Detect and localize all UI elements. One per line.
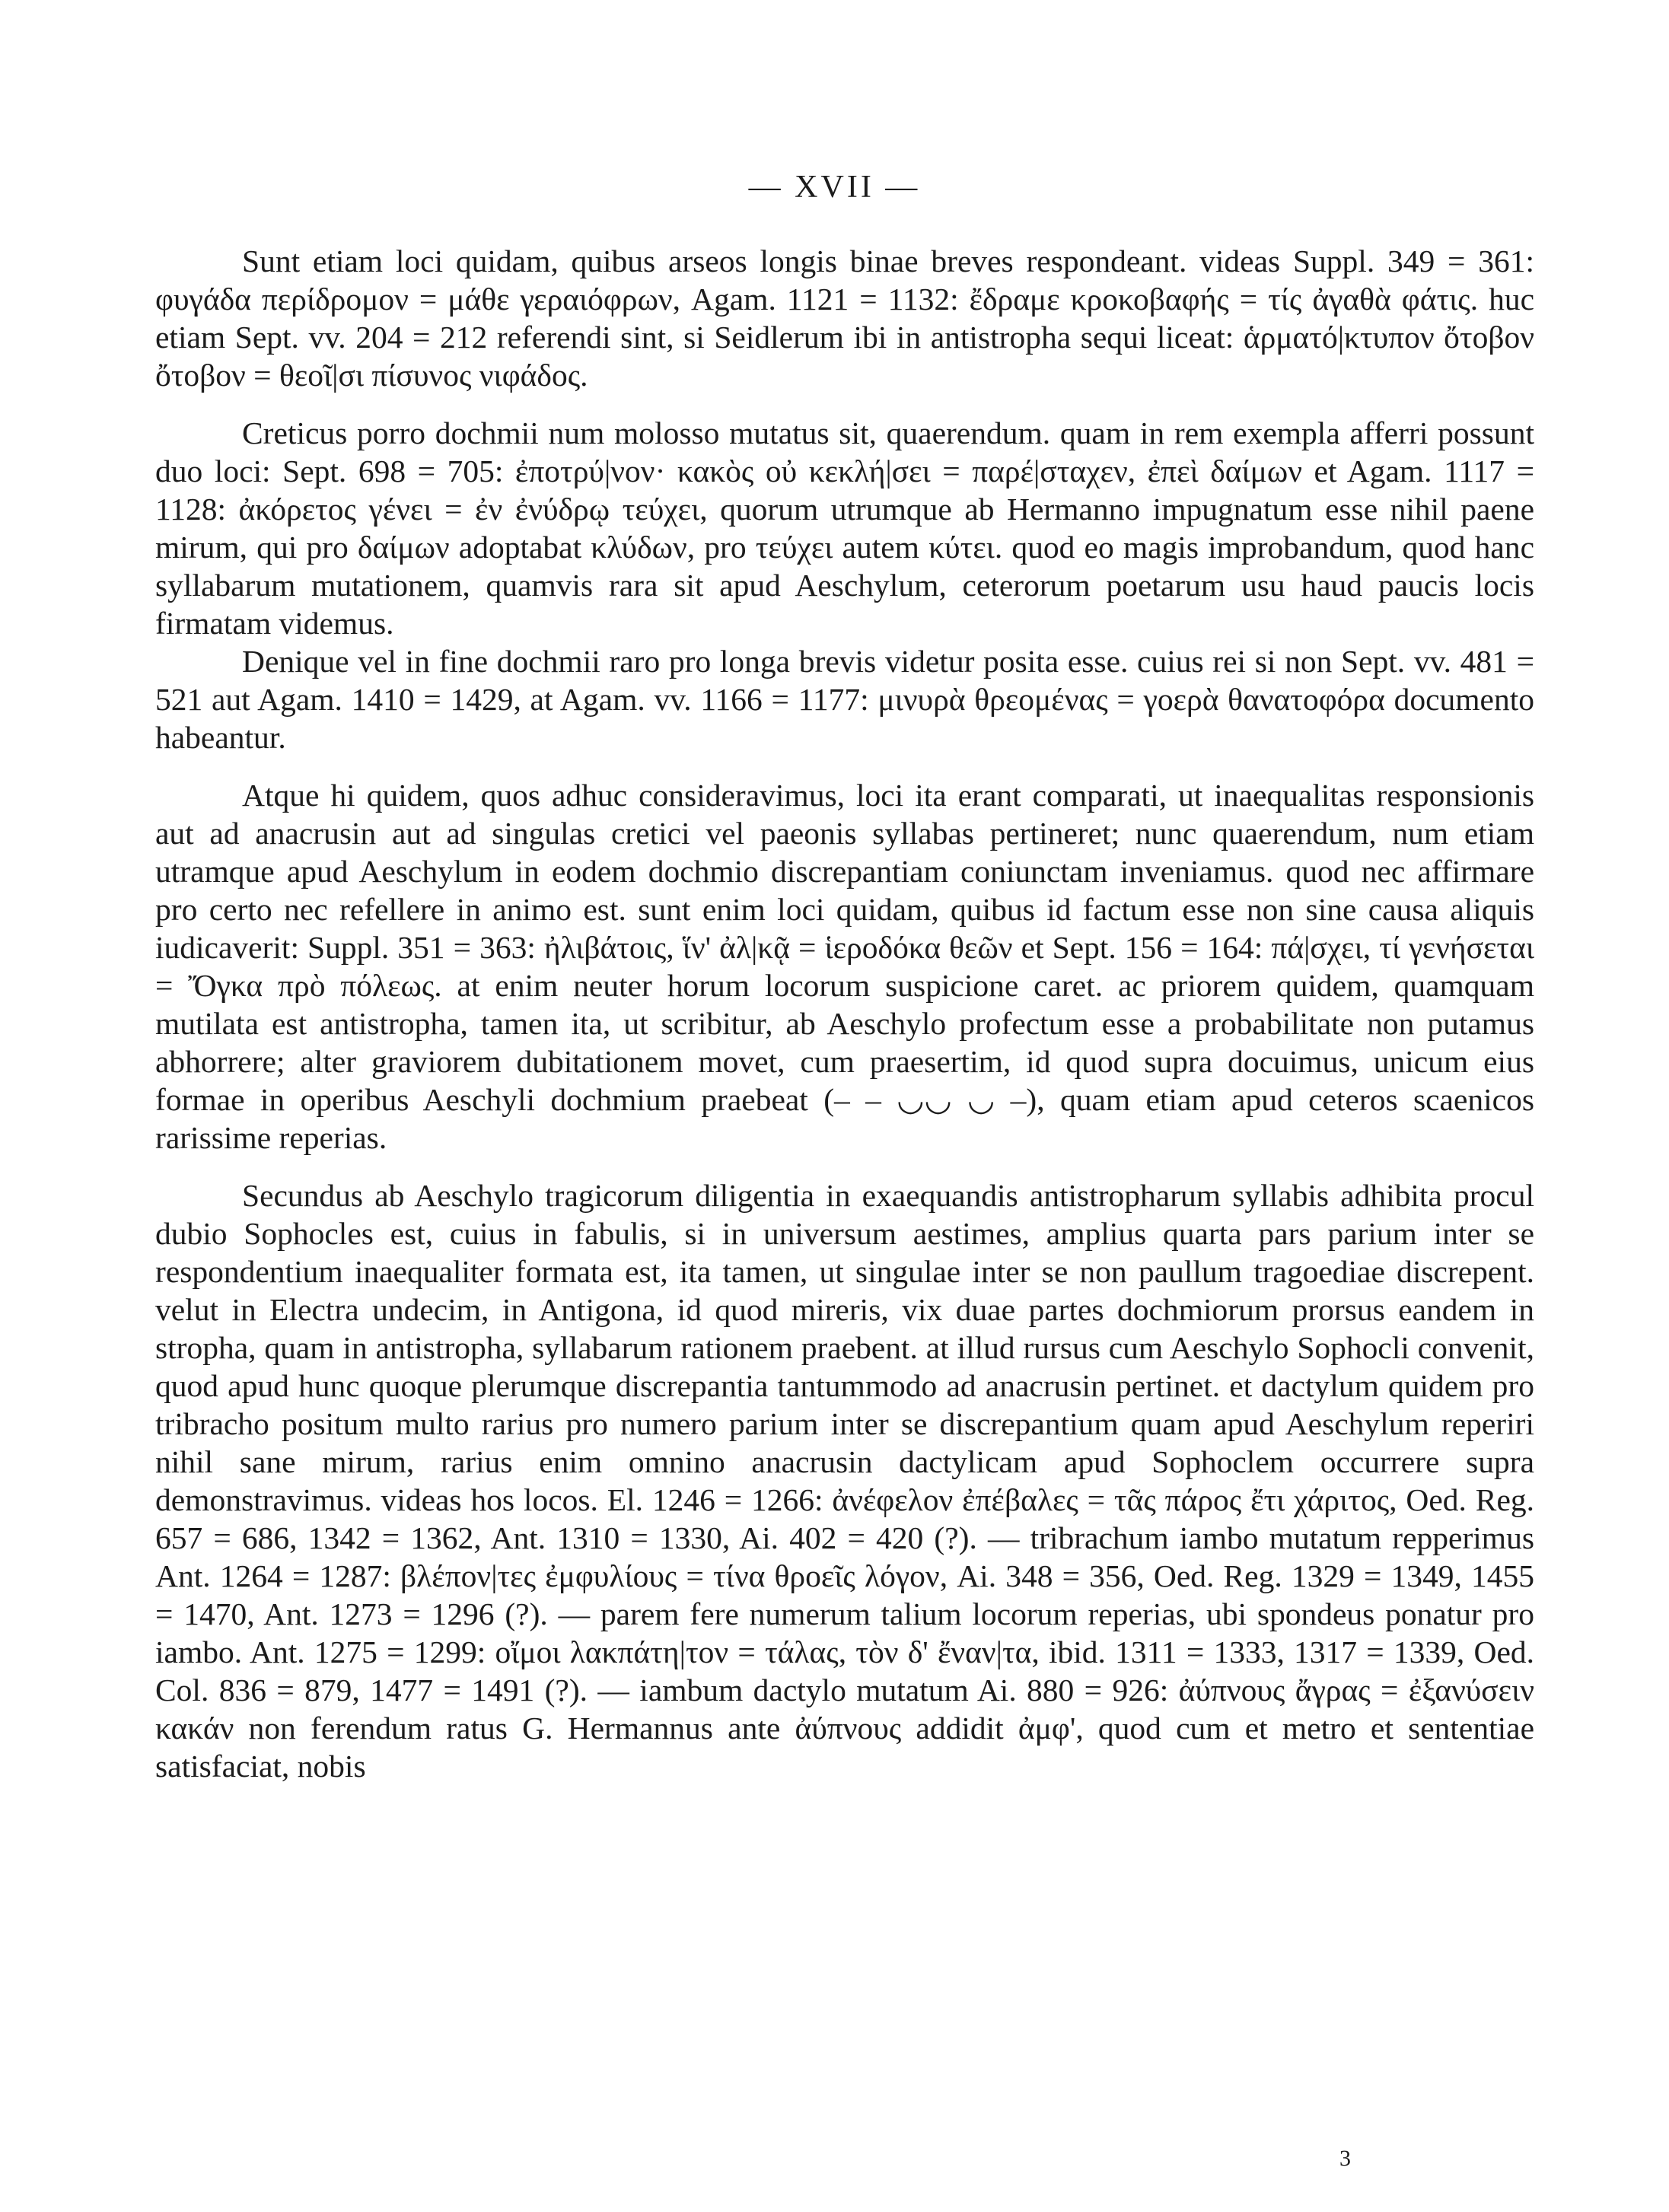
paragraph-2: Creticus porro dochmii num molosso mutatus sit, quaerendum. quam in rem exempla afferri possunt duo loci: Sept. 698 = 705: ἐποτρύ|νον· κακὸς οὐ κεκλή|σει = παρέ|σταχεν, ἐπεὶ δαίμων et Agam. 1117 = 1128: ἀκόρετος γένει = ἐν ἐνύδρῳ τεύχει, quorum utrumque ab Hermanno impugnatum esse nihil paene mirum, qui pro δαίμων adoptabat κλύδων, pro τεύχει autem κύτει. quod eo magis improbandum, quod hanc syllabarum mutationem, quamvis rara sit apud Aeschylum, ceterorum poetarum usu haud paucis locis firmatam videmus. — [155, 415, 1534, 641]
page-header: — XVII — — [748, 170, 921, 205]
body-text — [155, 242, 1534, 1785]
paragraph-3: Denique vel in fine dochmii raro pro longa brevis videtur posita esse. cuius rei si non Sept. vv. 481 = 521 aut Agam. 1410 = 1429, at Agam. vv. 1166 = 1177: μινυρὰ θρεομένας = γοερὰ θανατοφόρα documento habeantur. — [155, 644, 1534, 755]
signature-mark: 3 — [1339, 2146, 1351, 2171]
paragraph-1: Sunt etiam loci quidam, quibus arseos longis binae breves respondeant. videas Suppl. 349 = 361: φυγάδα περίδρομον = μάθε γεραιόφρων, Agam. 1121 = 1132: ἔδραμε κροκοβαφής = τίς ἀγαθὰ φάτις. huc etiam Sept. vv. 204 = 212 referendi sint, si Seidlerum ibi in antistropha sequi liceat: ἁρματό|κτυπον ὄτοβον ὄτοβον = θεοῖ|σι πίσυνος νιφάδος. — [155, 243, 1534, 393]
paragraph-5: Secundus ab Aeschylo tragicorum diligentia in exaequandis antistropharum syllabis adhibita procul dubio Sophocles est, cuius in fabulis, si in universum aestimes, amplius quarta pars parium inter se respondentium inaequaliter formata est, ita tamen, ut singulae inter se non paullum tragoediae discrepent. velut in Electra undecim, in Antigona, id quod mireris, vix duae partes dochmiorum prorsus eandem in stropha, quam in antistropha, syllabarum rationem praebent. at illud rursus cum Aeschylo Sophocli convenit, quod apud hunc quoque plerumque discrepantia tantummodo ad anacrusin pertinet. et dactylum quidem pro tribracho positum multo rarius pro numero parium inter se discrepantium quam apud Aeschylum reperiri nihil sane mirum, rarius enim omnino anacrusin dactylicam apud Sophoclem occurrere supra demonstravimus. videas hos locos. El. 1246 = 1266: ἀνέφελον ἐπέβαλες = τᾶς πάρος ἔτι χάριτος, Oed. Reg. 657 = 686, 1342 = 1362, Ant. 1310 = 1330, Ai. 402 = 420 (?). — tribrachum iambo mutatum repperimus Ant. 1264 = 1287: βλέπον|τες ἐμφυλίους = τίνα θροεῖς λόγον, Ai. 348 = 356, Oed. Reg. 1329 = 1349, 1455 = 1470, Ant. 1273 = 1296 (?). — parem fere numerum talium locorum reperias, ubi spondeus ponatur pro iambo. Ant. 1275 = 1299: οἴμοι λακπάτη|τον = τάλας, τὸν δ' ἔναν|τα, ibid. 1311 = 1333, 1317 = 1339, Oed. Col. 836 = 879, 1477 = 1491 (?). — iambum dactylo mutatum Ai. 880 = 926: ἀύπνους ἄγρας = ἐξανύσειν κακάν non ferendum ratus G. Hermannus ante ἀύπνους addidit ἀμφ', quod cum et metro et sententiae satisfaciat, nobis — [155, 1178, 1534, 1784]
paragraph-4: Atque hi quidem, quos adhuc consideravimus, loci ita erant comparati, ut inaequalitas responsionis aut ad anacrusin aut ad singulas cretici vel paeonis syllabas pertineret; nunc quaerendum, num etiam utramque apud Aeschylum in eodem dochmio discrepantiam coniunctam inveniamus. quod nec affirmare pro certo nec refellere in animo est. sunt enim loci quidam, quibus id factum esse non sine causa aliquis iudicaverit: Suppl. 351 = 363: ἠλιβάτοις, ἵν' ἀλ|κᾷ = ἱεροδόκα θεῶν et Sept. 156 = 164: πά|σχει, τί γενήσεται = Ὄγκα πρὸ πόλεως. at enim neuter horum locorum suspicione caret. ac priorem quidem, quamquam mutilata est antistropha, tamen ita, ut scribitur, ab Aeschylo profectum esse a probabilitate non putamus abhorrere; alter graviorem dubitationem movet, cum praesertim, id quod supra docuimus, unicum eius formae in operibus Aeschyli dochmium praebeat (– – ◡◡ ◡ –), quam etiam apud ceteros scaenicos rarissime reperias. — [155, 778, 1534, 1155]
